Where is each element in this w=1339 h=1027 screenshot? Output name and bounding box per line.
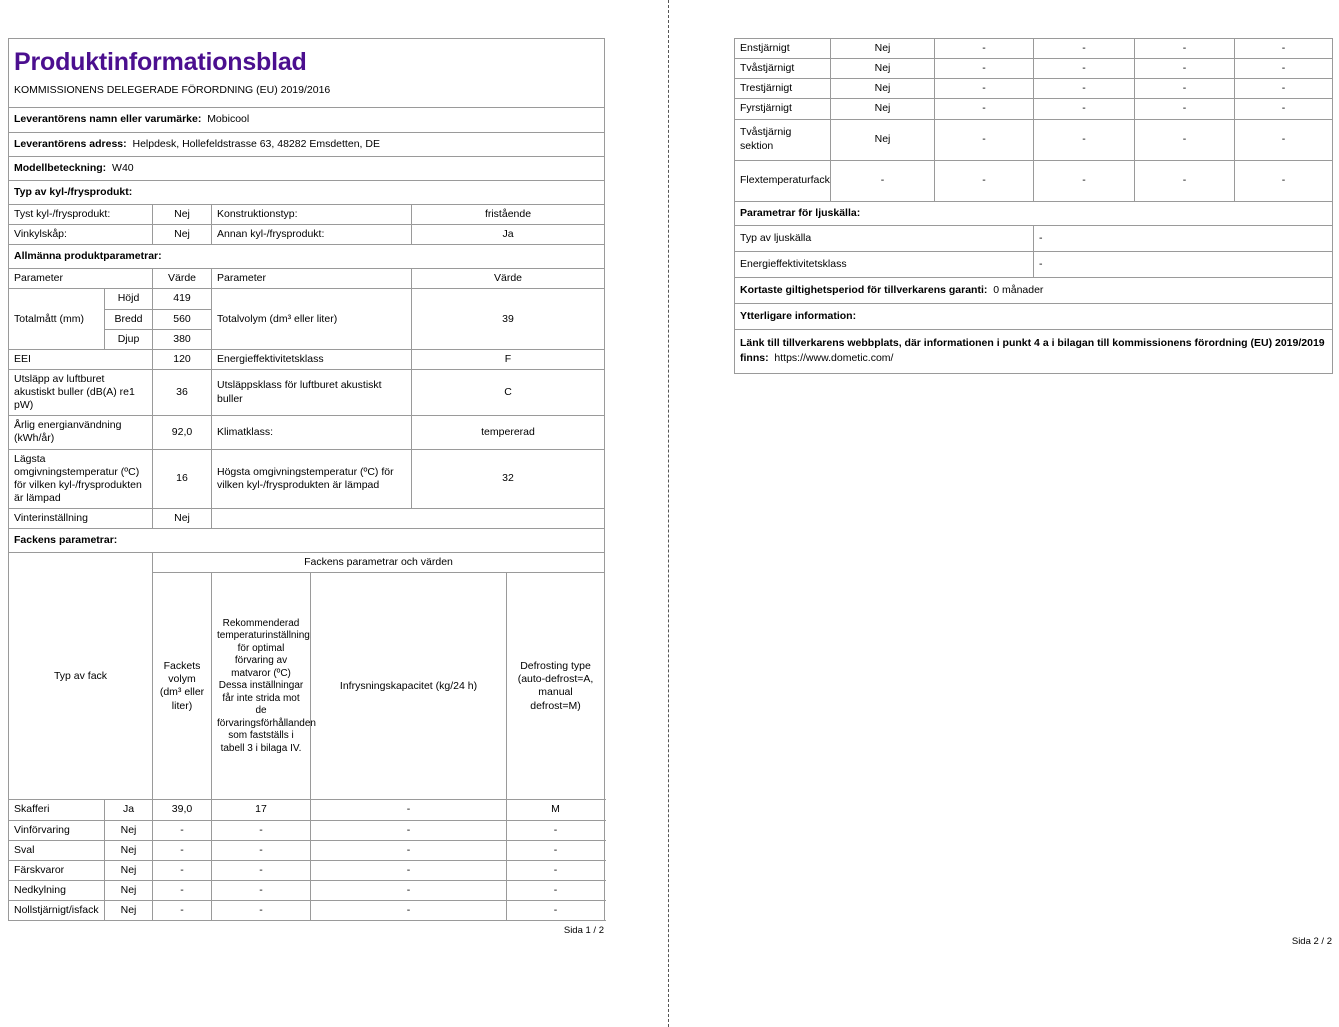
winter-empty-cell	[212, 509, 605, 529]
weblink-cell	[735, 330, 1333, 373]
compartment-temp: -	[1034, 160, 1135, 201]
left-page-table	[8, 38, 605, 921]
compartment-volume: -	[935, 39, 1034, 59]
compartment-present: Ja	[105, 800, 153, 820]
compartment-freeze: -	[311, 820, 507, 840]
compartment-volume: -	[935, 59, 1034, 79]
compartment-freeze: -	[1135, 160, 1235, 201]
table-row	[9, 860, 605, 880]
compartment-freeze: -	[1135, 119, 1235, 160]
table-row	[9, 800, 605, 820]
supplier-address-value: Helpdesk, Hollefeldstrasse 63, 48282 Emsdetten, DE	[132, 137, 380, 150]
height-value: 419	[153, 289, 212, 309]
dimensions-label: Totalmått (mm)	[9, 289, 105, 349]
eei-value: 120	[153, 349, 212, 369]
climate-class-label: Klimatklass:	[212, 416, 412, 449]
min-temp-value: 16	[153, 449, 212, 509]
light-source-header: Parametrar för ljuskälla:	[735, 201, 1333, 225]
compartment-defrost: M	[507, 800, 605, 820]
page-subtitle: KOMMISSIONENS DELEGERADE FÖRORDNING (EU) 2019/2016	[14, 84, 331, 97]
compartment-temp: -	[1034, 39, 1135, 59]
wine-row	[9, 225, 605, 245]
compartment-volume: -	[935, 119, 1034, 160]
compartment-volume: -	[153, 840, 212, 860]
quiet-value: Nej	[153, 204, 212, 224]
compartment-temp: -	[1034, 59, 1135, 79]
page-divider	[668, 0, 669, 1027]
supplier-name-label: Leverantörens namn eller varumärke:	[14, 113, 202, 126]
width-value: 560	[153, 309, 212, 329]
page-2-footer: Sida 2 / 2	[1291, 935, 1332, 947]
compartment-temp: -	[1034, 119, 1135, 160]
compartment-defrost: -	[1235, 39, 1333, 59]
wine-label: Vinkylskåp:	[9, 225, 153, 245]
eei-label: EEI	[9, 349, 153, 369]
depth-label: Djup	[105, 329, 153, 349]
compartment-name: Flextemperaturfack	[735, 160, 831, 201]
compartment-present: Nej	[105, 840, 153, 860]
value-col-header-left: Värde	[153, 269, 212, 289]
params-col-header-row	[9, 269, 605, 289]
weblink-label: Länk till tillverkarens webbplats, där informationen i punkt 4 a i bilagan till kommissionens förordning (EU) 2019/2019 finns:	[740, 337, 1325, 365]
noise-class-value: C	[412, 369, 605, 415]
eei-row	[9, 349, 605, 369]
compartment-defrost: -	[507, 901, 605, 921]
compartment-defrost: -	[507, 820, 605, 840]
other-product-value: Ja	[412, 225, 605, 245]
depth-value: 380	[153, 329, 212, 349]
energy-class-label: Energieffektivitetsklass	[212, 349, 412, 369]
compartment-params-header: Fackens parametrar:	[9, 529, 605, 553]
compartment-present: Nej	[105, 820, 153, 840]
weblink-row	[735, 330, 1333, 373]
param-col-header-left: Parameter	[9, 269, 153, 289]
table-row	[9, 840, 605, 860]
compartment-name: Tvåstjärnig sektion	[735, 119, 831, 160]
climate-class-value: tempererad	[412, 416, 605, 449]
compartment-present: Nej	[831, 59, 935, 79]
compartment-present: Nej	[831, 39, 935, 59]
height-label: Höjd	[105, 289, 153, 309]
title-row	[9, 39, 605, 108]
compartment-name: Sval	[9, 840, 105, 860]
param-col-header-right: Parameter	[212, 269, 412, 289]
compartment-defrost: -	[507, 840, 605, 860]
compartment-temp: -	[1034, 79, 1135, 99]
compartment-freeze: -	[311, 840, 507, 860]
width-label: Bredd	[105, 309, 153, 329]
compartment-volume: -	[935, 160, 1034, 201]
supplier-address-label: Leverantörens adress:	[14, 137, 127, 150]
compartment-volume: 39,0	[153, 800, 212, 820]
total-volume-value: 39	[412, 289, 605, 349]
document-page-1	[8, 38, 604, 936]
compartment-name: Vinförvaring	[9, 820, 105, 840]
table-row	[735, 160, 1333, 201]
compartment-volume: -	[153, 860, 212, 880]
noise-class-label: Utsläppsklass för luftburet akustiskt buller	[212, 369, 412, 415]
temp-range-row	[9, 449, 605, 509]
compartment-volume: -	[153, 880, 212, 900]
model-row	[9, 156, 605, 180]
page-1-footer: Sida 1 / 2	[563, 925, 604, 937]
compartment-temp: -	[212, 820, 311, 840]
max-temp-label: Högsta omgivningstemperatur (ºC) för vilken kyl-/frysprodukten är lämpad	[212, 449, 412, 509]
product-type-header-row	[9, 180, 605, 204]
quiet-row	[9, 204, 605, 224]
compartment-freeze: -	[1135, 79, 1235, 99]
table-row	[735, 79, 1333, 99]
table-row	[9, 820, 605, 840]
noise-label: Utsläpp av luftburet akustiskt buller (dB(A) re1 pW)	[9, 369, 153, 415]
col-freezing-header: Infrysningskapacitet (kg/24 h)	[311, 573, 507, 800]
compartment-freeze: -	[311, 901, 507, 921]
col-volume-header: Fackets volym (dm³ eller liter)	[153, 573, 212, 800]
max-temp-value: 32	[412, 449, 605, 509]
compartment-defrost: -	[1235, 119, 1333, 160]
value-col-header-right: Värde	[412, 269, 605, 289]
general-params-header-row	[9, 245, 605, 269]
light-class-value: -	[1034, 251, 1333, 277]
compartment-present: Nej	[105, 880, 153, 900]
compartment-defrost: -	[1235, 160, 1333, 201]
noise-row	[9, 369, 605, 415]
construction-value: fristående	[412, 204, 605, 224]
compartment-present: Nej	[105, 901, 153, 921]
title-cell	[9, 39, 605, 108]
compartment-table-header-row	[9, 553, 605, 573]
min-temp-label: Lägsta omgivningstemperatur (ºC) för vilken kyl-/frysprodukten är lämpad	[9, 449, 153, 509]
col-defrost-header: Defrosting type (auto-defrost=A, manual defrost=M)	[507, 573, 605, 800]
compartment-freeze: -	[1135, 99, 1235, 119]
table-row	[9, 901, 605, 921]
table-row	[735, 39, 1333, 59]
supplier-address-row	[9, 132, 605, 156]
compartment-temp: -	[212, 840, 311, 860]
dimensions-height-row	[9, 289, 605, 309]
compartment-freeze: -	[311, 800, 507, 820]
compartment-freeze: -	[1135, 59, 1235, 79]
compartment-temp: -	[212, 880, 311, 900]
warranty-label: Kortaste giltighetsperiod för tillverkarens garanti:	[740, 283, 988, 296]
winter-value: Nej	[153, 509, 212, 529]
model-value: W40	[112, 161, 134, 174]
compartment-name: Färskvaror	[9, 860, 105, 880]
compartment-present: Nej	[105, 860, 153, 880]
page-title: Produktinformationsblad	[14, 48, 307, 76]
compartment-name: Trestjärnigt	[735, 79, 831, 99]
light-class-label: Energieffektivitetsklass	[735, 251, 1034, 277]
annual-energy-row	[9, 416, 605, 449]
light-class-row	[735, 251, 1333, 277]
table-row	[735, 59, 1333, 79]
annual-energy-label: Årlig energianvändning (kWh/år)	[9, 416, 153, 449]
light-type-row	[735, 225, 1333, 251]
document-page-2	[734, 38, 1332, 947]
warranty-row	[735, 277, 1333, 303]
warranty-value: 0 månader	[993, 283, 1044, 296]
supplier-name-value: Mobicool	[207, 113, 250, 126]
compartment-defrost: -	[1235, 59, 1333, 79]
light-type-label: Typ av ljuskälla	[735, 225, 1034, 251]
weblink-value[interactable]: https://www.dometic.com/	[774, 352, 894, 365]
compartment-temp: -	[212, 901, 311, 921]
table-row	[735, 119, 1333, 160]
light-source-header-row	[735, 201, 1333, 225]
compartment-params-header-row	[9, 529, 605, 553]
compartment-defrost: -	[507, 860, 605, 880]
general-params-header: Allmänna produktparametrar:	[9, 245, 605, 269]
warranty-cell	[735, 277, 1333, 303]
model-label: Modellbeteckning:	[14, 161, 107, 174]
compartment-volume: -	[153, 901, 212, 921]
winter-row	[9, 509, 605, 529]
product-type-header: Typ av kyl-/frysprodukt:	[9, 180, 605, 204]
total-volume-label: Totalvolym (dm³ eller liter)	[212, 289, 412, 349]
col-type-header: Typ av fack	[9, 553, 153, 800]
compartment-name: Enstjärnigt	[735, 39, 831, 59]
wine-value: Nej	[153, 225, 212, 245]
compartment-freeze: -	[311, 860, 507, 880]
energy-class-value: F	[412, 349, 605, 369]
compartment-table-header: Fackens parametrar och värden	[153, 553, 605, 573]
supplier-address-cell	[9, 132, 605, 156]
table-row	[9, 880, 605, 900]
compartment-freeze: -	[1135, 39, 1235, 59]
table-row	[735, 99, 1333, 119]
compartment-name: Nollstjärnigt/isfack	[9, 901, 105, 921]
quiet-label: Tyst kyl-/frysprodukt:	[9, 204, 153, 224]
compartment-present: Nej	[831, 119, 935, 160]
other-product-label: Annan kyl-/frysprodukt:	[212, 225, 412, 245]
compartment-volume: -	[153, 820, 212, 840]
compartment-present: Nej	[831, 79, 935, 99]
compartment-name: Nedkylning	[9, 880, 105, 900]
additional-info-header: Ytterligare information:	[735, 304, 1333, 330]
model-cell	[9, 156, 605, 180]
supplier-name-row	[9, 108, 605, 132]
compartment-name: Tvåstjärnigt	[735, 59, 831, 79]
compartment-temp: 17	[212, 800, 311, 820]
additional-info-row	[735, 304, 1333, 330]
supplier-name-cell	[9, 108, 605, 132]
winter-label: Vinterinställning	[9, 509, 153, 529]
compartment-freeze: -	[311, 880, 507, 900]
col-recommended-header: Rekommenderad temperaturinställning för optimal förvaring av matvaror (ºC) Dessa inställningar får inte strida mot de förvaringsförhållanden som fastställs i tabell 3 i bilaga IV.	[212, 573, 311, 800]
light-type-value: -	[1034, 225, 1333, 251]
compartment-present: -	[831, 160, 935, 201]
compartment-volume: -	[935, 79, 1034, 99]
compartment-defrost: -	[1235, 79, 1333, 99]
compartment-volume: -	[935, 99, 1034, 119]
compartment-name: Skafferi	[9, 800, 105, 820]
compartment-defrost: -	[1235, 99, 1333, 119]
compartment-defrost: -	[507, 880, 605, 900]
right-page-table	[734, 38, 1333, 374]
noise-value: 36	[153, 369, 212, 415]
compartment-name: Fyrstjärnigt	[735, 99, 831, 119]
annual-energy-value: 92,0	[153, 416, 212, 449]
construction-label: Konstruktionstyp:	[212, 204, 412, 224]
compartment-temp: -	[1034, 99, 1135, 119]
compartment-present: Nej	[831, 99, 935, 119]
compartment-temp: -	[212, 860, 311, 880]
